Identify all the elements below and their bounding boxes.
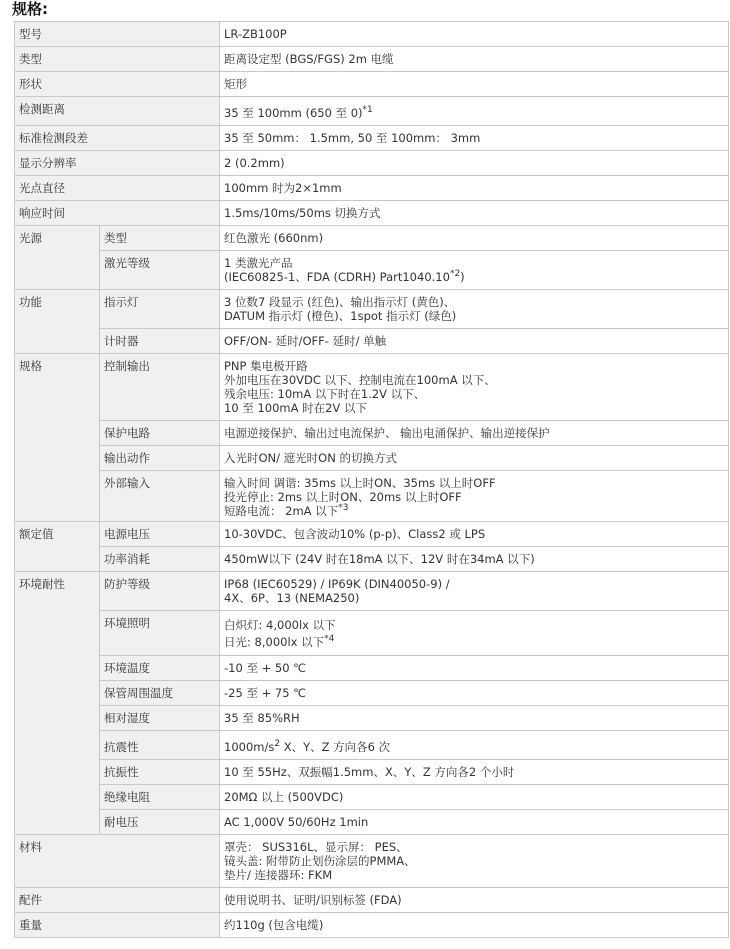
row-label: 检测距离 xyxy=(15,97,220,126)
external-input-line2: 投光停止: 2ms 以上时ON、20ms 以上时OFF xyxy=(224,490,462,504)
table-row xyxy=(15,226,729,251)
row-label: 抗震性 xyxy=(100,731,220,760)
control-output-line2: 外加电压在30VDC 以下、控制电流在100mA 以下、 xyxy=(224,373,496,387)
row-label: 激光等级 xyxy=(100,251,220,290)
table-row xyxy=(15,611,729,656)
row-label: 响应时间 xyxy=(15,201,220,226)
shock-pre: 1000m/s xyxy=(224,740,275,754)
external-input-line3 xyxy=(224,504,724,518)
table-row xyxy=(15,176,729,201)
table-row xyxy=(15,835,729,888)
table-row xyxy=(15,22,729,47)
table-row xyxy=(15,810,729,835)
row-label: 显示分辨率 xyxy=(15,151,220,176)
row-value: 使用说明书、证明/识别标签 (FDA) xyxy=(220,888,729,913)
material-line1: 罩壳： SUS316L、显示屏： PES、 xyxy=(224,840,408,854)
indicator-line2: DATUM 指示灯 (橙色)、1spot 指示灯 (绿色) xyxy=(224,309,457,323)
row-value: 10-30VDC、包含波动10% (p-p)、Class2 或 LPS xyxy=(220,522,729,547)
row-value: 红色激光 (660nm) xyxy=(220,226,729,251)
control-output-line3: 残余电压: 10mA 以下时在1.2V 以下、 xyxy=(224,387,426,401)
row-value: 矩形 xyxy=(220,72,729,97)
table-row xyxy=(15,72,729,97)
table-row xyxy=(15,446,729,471)
row-label: 外部输入 xyxy=(100,471,220,522)
material-line3: 垫片/ 连接器环: FKM xyxy=(224,868,333,882)
row-value: 100mm 时为2×1mm xyxy=(220,176,729,201)
row-label: 材料 xyxy=(15,835,220,888)
detect-range-text: 35 至 100mm (650 至 0) xyxy=(224,106,363,120)
row-value: 20MΩ 以上 (500VDC) xyxy=(220,785,729,810)
page-title: 规格: xyxy=(12,0,48,18)
control-output-line4: 10 至 100mA 时在2V 以下 xyxy=(224,401,367,415)
row-value xyxy=(220,471,729,522)
table-row xyxy=(15,706,729,731)
table-row xyxy=(15,656,729,681)
table-row xyxy=(15,785,729,810)
row-label: 型号 xyxy=(15,22,220,47)
row-label: 功率消耗 xyxy=(100,547,220,572)
table-row xyxy=(15,97,729,126)
row-label: 环境照明 xyxy=(100,611,220,656)
row-value xyxy=(220,290,729,329)
laser-class-line1: 1 类激光产品 xyxy=(224,256,293,270)
row-value: AC 1,000V 50/60Hz 1min xyxy=(220,810,729,835)
table-row xyxy=(15,421,729,446)
row-value xyxy=(220,731,729,760)
indicator-line1: 3 位数7 段显示 (红色)、输出指示灯 (黄色)、 xyxy=(224,295,456,309)
row-value xyxy=(220,572,729,611)
row-label: 绝缘电阻 xyxy=(100,785,220,810)
row-label: 保护电路 xyxy=(100,421,220,446)
row-label: 保管周围温度 xyxy=(100,681,220,706)
row-value xyxy=(220,97,729,126)
table-row xyxy=(15,888,729,913)
shock-exponent: 2 xyxy=(274,739,281,749)
table-row xyxy=(15,547,729,572)
row-label: 控制输出 xyxy=(100,354,220,421)
row-value: 35 至 85%RH xyxy=(220,706,729,731)
table-row xyxy=(15,522,729,547)
ip-line1: IP68 (IEC60529) / IP69K (DIN40050-9) / xyxy=(224,577,450,591)
row-label: 相对湿度 xyxy=(100,706,220,731)
row-value: 10 至 55Hz、双振幅1.5mm、X、Y、Z 方向各2 个小时 xyxy=(220,760,729,785)
shock-post: X、Y、Z 方向各6 次 xyxy=(280,740,391,754)
illum-line2 xyxy=(224,635,724,649)
ip-line2: 4X、6P、13 (NEMA250) xyxy=(224,591,360,605)
table-row xyxy=(15,126,729,151)
group-label: 规格 xyxy=(15,354,100,522)
table-row xyxy=(15,572,729,611)
row-label: 输出动作 xyxy=(100,446,220,471)
illum-line1: 白炽灯: 4,000lx 以下 xyxy=(224,618,336,632)
group-label: 功能 xyxy=(15,290,100,354)
row-label: 类型 xyxy=(15,47,220,72)
row-value: LR-ZB100P xyxy=(220,22,729,47)
laser-class-line2-text: (IEC60825-1、FDA (CDRH) Part1040.10 xyxy=(224,270,450,284)
table-row xyxy=(15,731,729,760)
group-label: 环境耐性 xyxy=(15,572,100,835)
table-row xyxy=(15,913,729,938)
footnote-mark: *4 xyxy=(324,634,335,644)
row-value: 35 至 50mm： 1.5mm, 50 至 100mm： 3mm xyxy=(220,126,729,151)
row-label: 标准检测段差 xyxy=(15,126,220,151)
table-row xyxy=(15,760,729,785)
row-label: 形状 xyxy=(15,72,220,97)
row-value: 电源逆接保护、输出过电流保护、 输出电涌保护、输出逆接保护 xyxy=(220,421,729,446)
row-label: 计时器 xyxy=(100,329,220,354)
row-label: 光点直径 xyxy=(15,176,220,201)
table-row xyxy=(15,251,729,290)
table-row xyxy=(15,290,729,329)
group-label: 光源 xyxy=(15,226,100,290)
row-value: -10 至 + 50 ℃ xyxy=(220,656,729,681)
table-row xyxy=(15,47,729,72)
material-line2: 镜头盖: 附带防止划伤涂层的PMMA、 xyxy=(224,854,416,868)
table-row xyxy=(15,151,729,176)
external-input-line3-text: 短路电流： 2mA 以下 xyxy=(224,504,339,518)
table-row xyxy=(15,329,729,354)
row-value: 约110g (包含电缆) xyxy=(220,913,729,938)
table-row xyxy=(15,681,729,706)
row-value: 1.5ms/10ms/50ms 切换方式 xyxy=(220,201,729,226)
row-label: 耐电压 xyxy=(100,810,220,835)
footnote-mark: *1 xyxy=(362,105,373,115)
row-value xyxy=(220,251,729,290)
row-label: 抗振性 xyxy=(100,760,220,785)
table-row xyxy=(15,354,729,421)
row-value: OFF/ON- 延时/OFF- 延时/ 单触 xyxy=(220,329,729,354)
laser-class-line2-end: ) xyxy=(460,270,465,284)
row-label: 类型 xyxy=(100,226,220,251)
row-label: 防护等级 xyxy=(100,572,220,611)
row-label: 配件 xyxy=(15,888,220,913)
row-label: 指示灯 xyxy=(100,290,220,329)
row-value: -25 至 + 75 ℃ xyxy=(220,681,729,706)
control-output-line1: PNP 集电极开路 xyxy=(224,359,308,373)
row-value: 2 (0.2mm) xyxy=(220,151,729,176)
group-label: 额定值 xyxy=(15,522,100,572)
row-label: 重量 xyxy=(15,913,220,938)
row-label: 环境温度 xyxy=(100,656,220,681)
external-input-line1: 输入时间 调谐: 35ms 以上时ON、35ms 以上时OFF xyxy=(224,476,496,490)
table-row xyxy=(15,201,729,226)
row-value xyxy=(220,611,729,656)
illum-line2-text: 日光: 8,000lx 以下 xyxy=(224,635,325,649)
row-value: 入光时ON/ 遮光时ON 的切换方式 xyxy=(220,446,729,471)
footnote-mark: *3 xyxy=(338,503,349,513)
table-row xyxy=(15,471,729,522)
laser-class-line2 xyxy=(224,270,724,284)
row-value: 450mW以下 (24V 时在18mA 以下、12V 时在34mA 以下) xyxy=(220,547,729,572)
row-value xyxy=(220,354,729,421)
row-value: 距离设定型 (BGS/FGS) 2m 电缆 xyxy=(220,47,729,72)
spec-table xyxy=(14,21,729,938)
row-label: 电源电压 xyxy=(100,522,220,547)
footnote-mark: *2 xyxy=(449,269,461,279)
row-value xyxy=(220,835,729,888)
